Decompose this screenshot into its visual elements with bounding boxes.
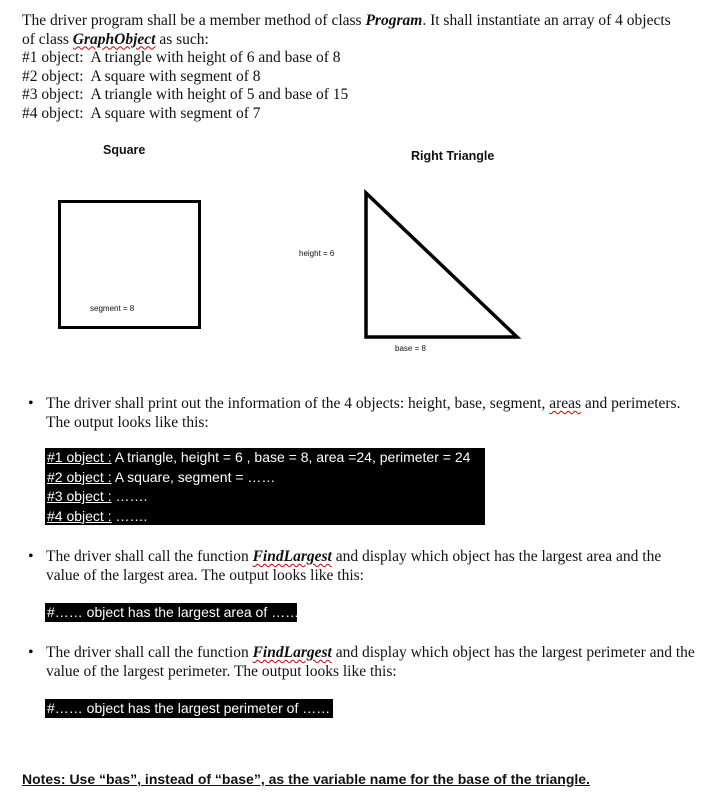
output-line-3: #3 object : ……. [47,488,148,504]
object-item-3: #3 object: A triangle with height of 5 and base of 15 [22,86,349,103]
output-largest-area: #…… object has the largest area of …… [47,604,300,620]
output-line-1: #1 object : A triangle, height = 6 , base = 8, area =24, perimeter = 24 [47,449,471,465]
bullet-text: The driver shall call the function FindLargest and display which object has the largest area and the value of the largest area. The output looks like this: [46,548,662,584]
bullet-dot: • [28,644,34,661]
object-item-2: #2 object: A square with segment of 8 [22,67,261,85]
bullet-dot: • [28,395,34,412]
notes: Notes: Use “bas”, instead of “base”, as the variable name for the base of the triangle. [22,771,590,787]
object-item-4: #4 object: A square with segment of 7 [22,104,261,122]
intro-line-1: The driver program shall be a member method of class Program. It shall instantiate an array of 4 objects [22,12,671,29]
triangle-title: Right Triangle [411,149,495,163]
output-sample-objects [45,448,485,525]
output-line-4: #4 object : ……. [47,507,148,524]
find-largest-function: FindLargest [252,644,332,661]
object-item-1: #1 object: A triangle with height of 6 and base of 8 [22,49,341,66]
base-label: base = 8 [395,344,426,353]
segment-label: segment = 8 [90,304,135,313]
intro-line-2: of class GraphObject as such: [22,30,209,48]
right-triangle-shape [360,188,525,343]
intro-paragraph [22,12,702,123]
height-label: height = 6 [299,249,335,258]
find-largest-function: FindLargest [252,548,332,565]
program-class-name: Program [365,12,423,29]
output-line-2: #2 object : A square, segment = …… [47,468,276,485]
bullet-dot: • [28,548,34,565]
square-title: Square [103,143,146,157]
bullet-text: The driver shall call the function FindLargest and display which object has the largest perimeter and the value of the largest perimeter. The output looks like this: [46,644,695,680]
output-largest-perimeter: #…… object has the largest perimeter of …… [45,699,333,718]
bullet-text: The driver shall print out the information of the 4 objects: height, base, segment, areas and perimeters. The output looks like this: [46,395,681,431]
graphobject-class-name: GraphObject [72,30,156,48]
